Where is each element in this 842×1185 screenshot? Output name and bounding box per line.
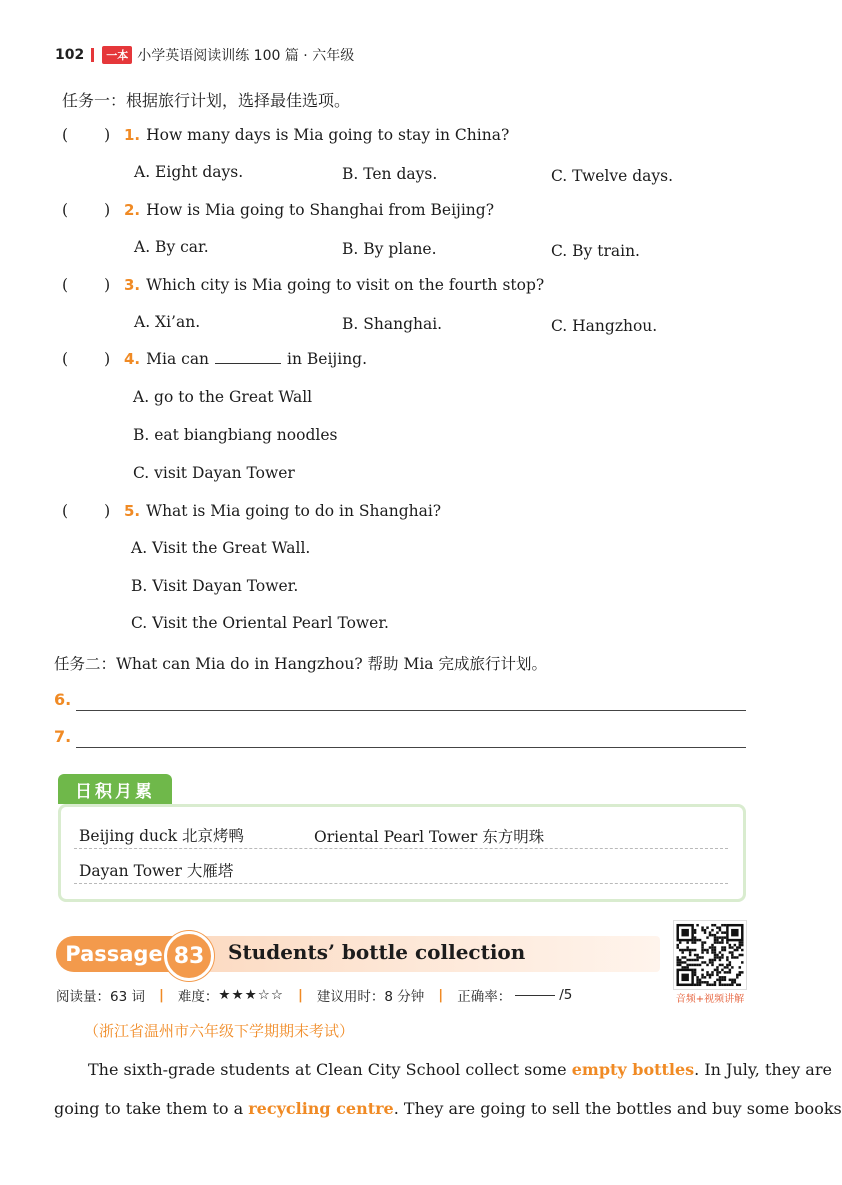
highlight-recycling-centre: recycling centre [248, 1099, 394, 1118]
vocab-tab: 日积月累 [58, 774, 172, 804]
question-text: Which city is Mia going to visit on the fourth stop? [146, 276, 545, 294]
passage-number: 83 [164, 931, 214, 981]
option-1c: C. Twelve days. [551, 167, 674, 185]
info-separator: | [297, 987, 303, 1003]
option-5a: A. Visit the Great Wall. [131, 539, 311, 557]
info-separator: | [438, 987, 444, 1003]
passage-info-row [56, 985, 572, 1005]
question-3: ( ) 3. Which city is Mia going to visit on the fourth stop? [62, 276, 545, 294]
paragraph-line-1: The sixth-grade students at Clean City School collect some empty bottles. In July, they are [88, 1060, 832, 1079]
question-text-before: Mia can [146, 350, 210, 368]
answer-7-number: 7. [54, 727, 72, 746]
vocab-divider [74, 848, 728, 849]
qr-caption: 音频+视频讲解 [675, 994, 745, 1005]
passage-source: （浙江省温州市六年级下学期期末考试） [84, 1022, 355, 1040]
header-divider [91, 48, 94, 62]
accuracy-total: /5 [559, 987, 573, 1003]
task2-title: 任务二：What can Mia do in Hangzhou? 帮助 Mia 完成旅行计划。 [54, 655, 547, 673]
option-2c: C. By train. [551, 242, 640, 260]
question-number: 5. [124, 502, 141, 520]
question-2: ( ) 2. How is Mia going to Shanghai from Beijing? [62, 201, 495, 219]
option-2a: A. By car. [134, 238, 209, 256]
publisher-logo: 一本 [102, 46, 132, 64]
option-4c: C. visit Dayan Tower [133, 464, 295, 482]
passage-label: Passage [56, 936, 172, 972]
option-3a: A. Xi’an. [134, 313, 201, 331]
question-5: ( ) 5. What is Mia going to do in Shanghai? [62, 502, 442, 520]
answer-blank[interactable] [215, 363, 281, 364]
option-1a: A. Eight days. [134, 163, 244, 181]
passage-title: Students’ bottle collection [228, 940, 526, 964]
paragraph-line-2: going to take them to a recycling centre. They are going to sell the bottles and buy some books [54, 1099, 842, 1118]
vocab-item-beijing-duck: Beijing duck 北京烤鸭 [79, 827, 245, 845]
question-text: How many days is Mia going to stay in China? [146, 126, 510, 144]
vocab-divider [74, 883, 728, 884]
question-number: 1. [124, 126, 141, 144]
question-1: ( ) 1. How many days is Mia going to stay in China? [62, 126, 510, 144]
option-5c: C. Visit the Oriental Pearl Tower. [131, 614, 389, 632]
accuracy-label: 正确率： [457, 989, 512, 1005]
question-text: How is Mia going to Shanghai from Beijing? [146, 201, 495, 219]
reading-amount: 阅读量：63 词 [56, 989, 145, 1005]
vocab-item-dayan-tower: Dayan Tower 大雁塔 [79, 862, 234, 880]
answer-6-line[interactable] [76, 710, 746, 711]
question-number: 3. [124, 276, 141, 294]
answer-6-number: 6. [54, 690, 72, 709]
page-header [55, 42, 354, 68]
difficulty-stars: ★★★☆☆ [218, 987, 284, 1003]
option-1b: B. Ten days. [342, 165, 438, 183]
question-text-after: in Beijing. [287, 350, 368, 368]
option-4b: B. eat biangbiang noodles [133, 426, 338, 444]
info-separator: | [158, 987, 164, 1003]
difficulty-label: 难度： [177, 989, 219, 1005]
qr-code-graphic [674, 921, 746, 989]
option-4a: A. go to the Great Wall [133, 388, 313, 406]
option-2b: B. By plane. [342, 240, 437, 258]
option-5b: B. Visit Dayan Tower. [131, 577, 299, 595]
qr-code-icon[interactable] [673, 920, 747, 990]
page-number: 102 [55, 47, 85, 63]
question-text: What is Mia going to do in Shanghai? [146, 502, 442, 520]
task1-title: 任务一：根据旅行计划，选择最佳选项。 [62, 91, 351, 110]
question-number: 2. [124, 201, 141, 219]
answer-7-line[interactable] [76, 747, 746, 748]
vocab-box [58, 804, 746, 902]
book-title: 小学英语阅读训练 100 篇 · 六年级 [137, 48, 355, 64]
highlight-empty-bottles: empty bottles [571, 1060, 695, 1079]
option-3c: C. Hangzhou. [551, 317, 658, 335]
question-number: 4. [124, 350, 141, 368]
suggested-time: 建议用时：8 分钟 [316, 989, 425, 1005]
question-4: ( ) 4. Mia can in Beijing. [62, 350, 368, 368]
option-3b: B. Shanghai. [342, 315, 443, 333]
accuracy-blank[interactable] [515, 995, 555, 996]
vocab-item-oriental-pearl: Oriental Pearl Tower 东方明珠 [314, 828, 545, 846]
